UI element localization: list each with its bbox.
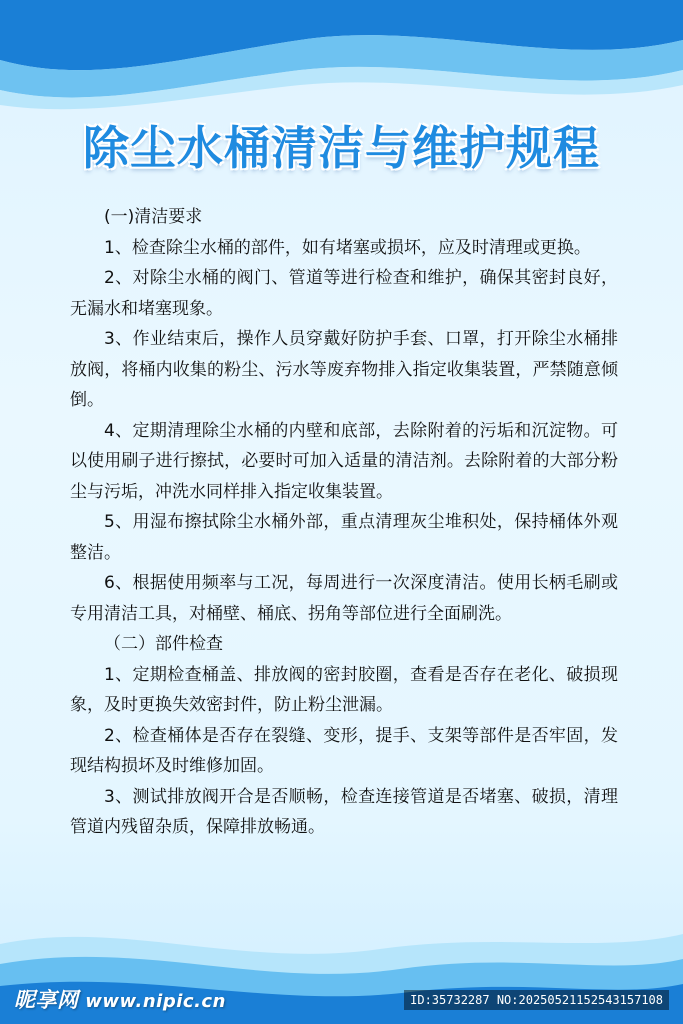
- paragraph: 6、根据使用频率与工况，每周进行一次深度清洁。使用长柄毛刷或专用清洁工具，对桶壁、桶底、拐角等部位进行全面刷洗。: [70, 573, 618, 624]
- watermark-url: www.nipic.cn: [85, 991, 226, 1012]
- watermark-logo: [14, 984, 226, 1014]
- paragraph: 5、用湿布擦拭除尘水桶外部，重点清理灰尘堆积处，保持桶体外观整洁。: [70, 512, 618, 563]
- paragraph: 1、检查除尘水桶的部件，如有堵塞或损坏，应及时清理或更换。: [104, 237, 591, 258]
- content-body: [70, 202, 618, 843]
- top-wave-decoration: [0, 0, 683, 120]
- paragraph: 3、测试排放阀开合是否顺畅，检查连接管道是否堵塞、破损，清理管道内残留杂质，保障排放畅通。: [70, 786, 618, 837]
- paragraph: 2、检查桶体是否存在裂缝、变形，提手、支架等部件是否牢固，发现结构损坏及时维修加固。: [70, 725, 618, 776]
- paragraph: 2、对除尘水桶的阀门、管道等进行检查和维护，确保其密封良好，无漏水和堵塞现象。: [70, 268, 618, 319]
- paragraph: 1、定期检查桶盖、排放阀的密封胶圈，查看是否存在老化、破损现象，及时更换失效密封件，防止粉尘泄漏。: [70, 664, 618, 715]
- watermark-id: ID:35732287 NO:20250521152543157108: [404, 990, 669, 1010]
- page-title: 除尘水桶清洁与维护规程: [83, 121, 600, 175]
- section-heading: （二）部件检查: [104, 634, 223, 654]
- watermark-brand: 昵享网: [14, 988, 79, 1012]
- section-heading: (一)清洁要求: [104, 207, 203, 227]
- paragraph: 4、定期清理除尘水桶的内壁和底部，去除附着的污垢和沉淀物。可以使用刷子进行擦拭，必要时可加入适量的清洁剂。去除附着的大部分粉尘与污垢，冲洗水同样排入指定收集装置。: [70, 420, 618, 502]
- paragraph: 3、作业结束后，操作人员穿戴好防护手套、口罩，打开除尘水桶排放阀，将桶内收集的粉尘、污水等废弃物排入指定收集装置，严禁随意倾倒。: [70, 329, 618, 410]
